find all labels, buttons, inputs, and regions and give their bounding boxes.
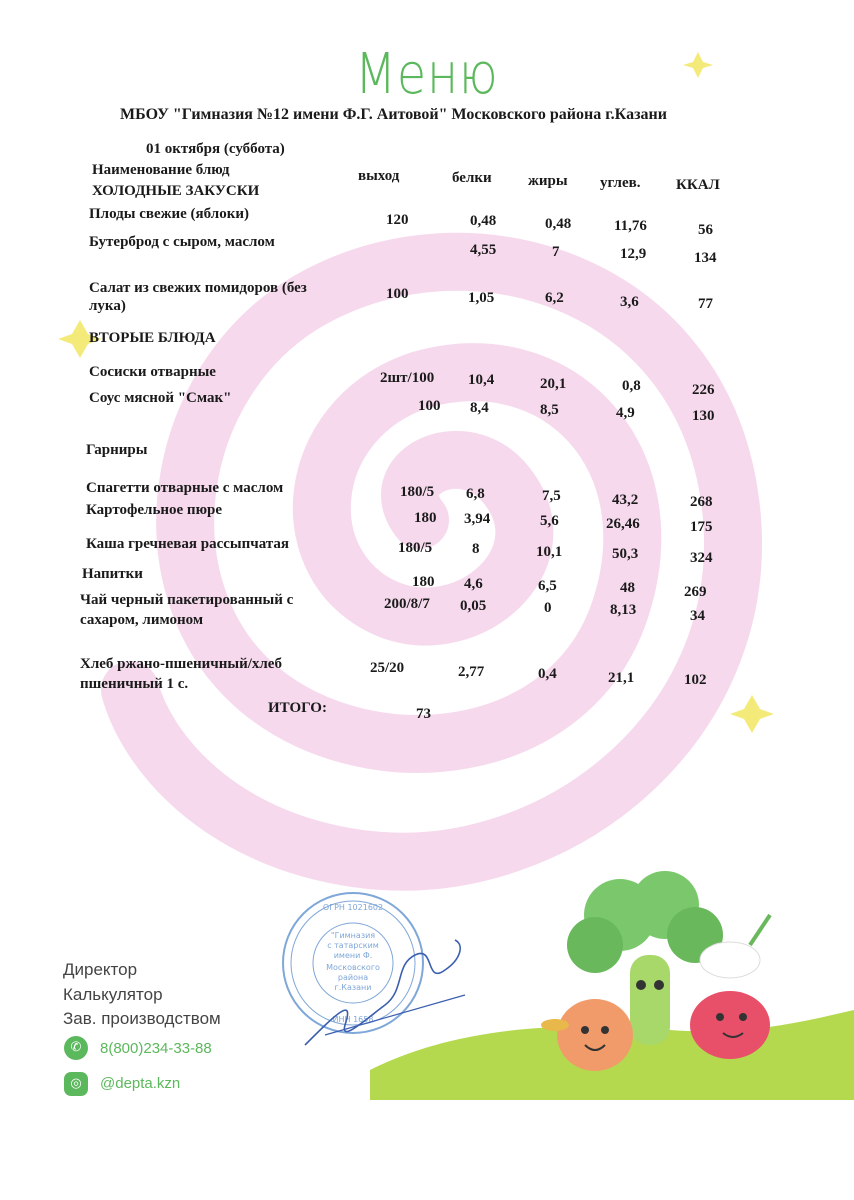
row-protein: 8 — [472, 541, 480, 557]
row-kcal: 56 — [698, 222, 713, 238]
col-protein-header: белки — [452, 170, 492, 186]
row-fat: 20,1 — [540, 376, 567, 392]
row-yield: 100 — [386, 286, 409, 302]
row-fat: 0,4 — [538, 666, 557, 682]
row-name: Каша гречневая рассыпчатая — [86, 536, 290, 552]
row-yield: 120 — [386, 212, 409, 228]
row-name: Картофельное пюре — [86, 502, 223, 518]
row-carbs: 26,46 — [606, 516, 640, 532]
svg-text:г.Казани: г.Казани — [334, 983, 372, 992]
svg-text:Московского: Московского — [326, 963, 380, 972]
row-yield: 180 — [412, 574, 435, 590]
section-cold: ХОЛОДНЫЕ ЗАКУСКИ — [92, 183, 260, 199]
row-kcal: 324 — [690, 550, 713, 566]
row-name: Чай черный пакетированный с — [80, 592, 294, 608]
row-fat: 0,48 — [545, 216, 572, 232]
row-kcal: 268 — [690, 494, 713, 510]
total-label: ИТОГО: — [268, 700, 327, 716]
row-carbs: 50,3 — [612, 546, 639, 562]
col-name-header: Наименование блюд — [92, 162, 230, 178]
col-kcal-header: ККАЛ — [676, 177, 720, 193]
svg-text:"Гимназия: "Гимназия — [330, 931, 376, 940]
row-carbs: 3,6 — [620, 294, 639, 310]
total-value: 73 — [416, 706, 431, 722]
row-kcal: 175 — [690, 519, 713, 535]
row-carbs: 11,76 — [614, 218, 647, 234]
row-name: Салат из свежих помидоров (без — [89, 280, 307, 296]
row-yield: 100 — [418, 398, 441, 414]
vegetable-characters-illustration — [525, 865, 795, 1095]
phone-icon: ✆ — [64, 1036, 88, 1060]
row-yield: 25/20 — [370, 660, 405, 676]
row-name: Бутерброд с сыром, маслом — [89, 234, 275, 250]
row-kcal: 34 — [690, 608, 705, 624]
menu-date: 01 октября (суббота) — [146, 141, 285, 157]
row-name: Соус мясной "Смак" — [89, 390, 232, 406]
row-protein: 3,94 — [464, 511, 491, 527]
menu-title: Меню — [355, 42, 499, 107]
row-fat: 7,5 — [542, 488, 561, 504]
row-name: Сосиски отварные — [89, 364, 216, 380]
row-kcal: 102 — [684, 672, 707, 688]
row-fat: 6,2 — [545, 290, 564, 306]
row-name-cont: лука) — [89, 298, 126, 314]
section-sides: Гарниры — [86, 442, 148, 458]
svg-text:района: района — [337, 973, 369, 982]
row-fat: 5,6 — [540, 513, 559, 529]
row-protein: 4,55 — [470, 242, 497, 258]
row-yield: 180/5 — [398, 540, 433, 556]
footer-calculator: Калькулятор — [63, 985, 163, 1004]
phone-number[interactable]: 8(800)234-33-88 — [100, 1040, 212, 1057]
col-yield-header: выход — [358, 168, 400, 184]
row-protein: 8,4 — [470, 400, 489, 416]
row-protein: 6,8 — [466, 486, 485, 502]
section-drinks: Напитки — [82, 566, 143, 582]
row-name: Плоды свежие (яблоки) — [89, 206, 249, 222]
onion-character — [541, 999, 633, 1071]
row-kcal: 269 — [684, 584, 707, 600]
seal-inn: ИНН 1658 — [332, 1015, 374, 1024]
seal-ogrn: ОГРН 1021602 — [322, 903, 384, 912]
row-carbs: 21,1 — [608, 670, 635, 686]
row-kcal: 226 — [692, 382, 715, 398]
row-name: Спагетти отварные с маслом — [86, 480, 284, 496]
row-yield: 180 — [414, 510, 437, 526]
row-protein: 4,6 — [464, 576, 483, 592]
row-carbs: 8,13 — [610, 602, 637, 618]
section-second: ВТОРЫЕ БЛЮДА — [89, 330, 216, 346]
svg-text:имени Ф.: имени Ф. — [333, 951, 373, 960]
row-protein: 1,05 — [468, 290, 495, 306]
row-name: Хлеб ржано-пшеничный/хлеб — [80, 656, 282, 672]
row-yield: 200/8/7 — [384, 596, 430, 612]
row-name-cont: пшеничный 1 с. — [80, 676, 189, 692]
row-kcal: 134 — [694, 250, 717, 266]
row-fat: 7 — [552, 244, 560, 260]
col-fat-header: жиры — [528, 173, 568, 189]
row-protein: 2,77 — [458, 664, 485, 680]
row-carbs: 43,2 — [612, 492, 639, 508]
row-yield: 180/5 — [400, 484, 435, 500]
row-fat: 10,1 — [536, 544, 563, 560]
col-carbs-header: углев. — [600, 175, 641, 191]
row-name-cont: сахаром, лимоном — [80, 612, 204, 628]
row-carbs: 0,8 — [622, 378, 641, 394]
row-yield: 2шт/100 — [380, 370, 435, 386]
instagram-handle[interactable]: @depta.kzn — [100, 1075, 181, 1092]
row-protein: 10,4 — [468, 372, 495, 388]
row-kcal: 130 — [692, 408, 715, 424]
row-carbs: 4,9 — [616, 405, 635, 421]
row-kcal: 77 — [698, 296, 713, 312]
footer-production: Зав. производством — [63, 1009, 221, 1028]
svg-text:с татарским: с татарским — [327, 941, 379, 950]
instagram-icon: ◎ — [64, 1072, 88, 1096]
row-protein: 0,48 — [470, 213, 497, 229]
row-carbs: 48 — [620, 580, 635, 596]
row-fat: 6,5 — [538, 578, 557, 594]
footer-director: Директор — [63, 960, 138, 979]
row-protein: 0,05 — [460, 598, 487, 614]
row-carbs: 12,9 — [620, 246, 647, 262]
school-name: МБОУ "Гимназия №12 имени Ф.Г. Аитовой" Московского района г.Казани — [120, 106, 667, 123]
row-fat: 8,5 — [540, 402, 559, 418]
row-fat: 0 — [544, 600, 552, 616]
